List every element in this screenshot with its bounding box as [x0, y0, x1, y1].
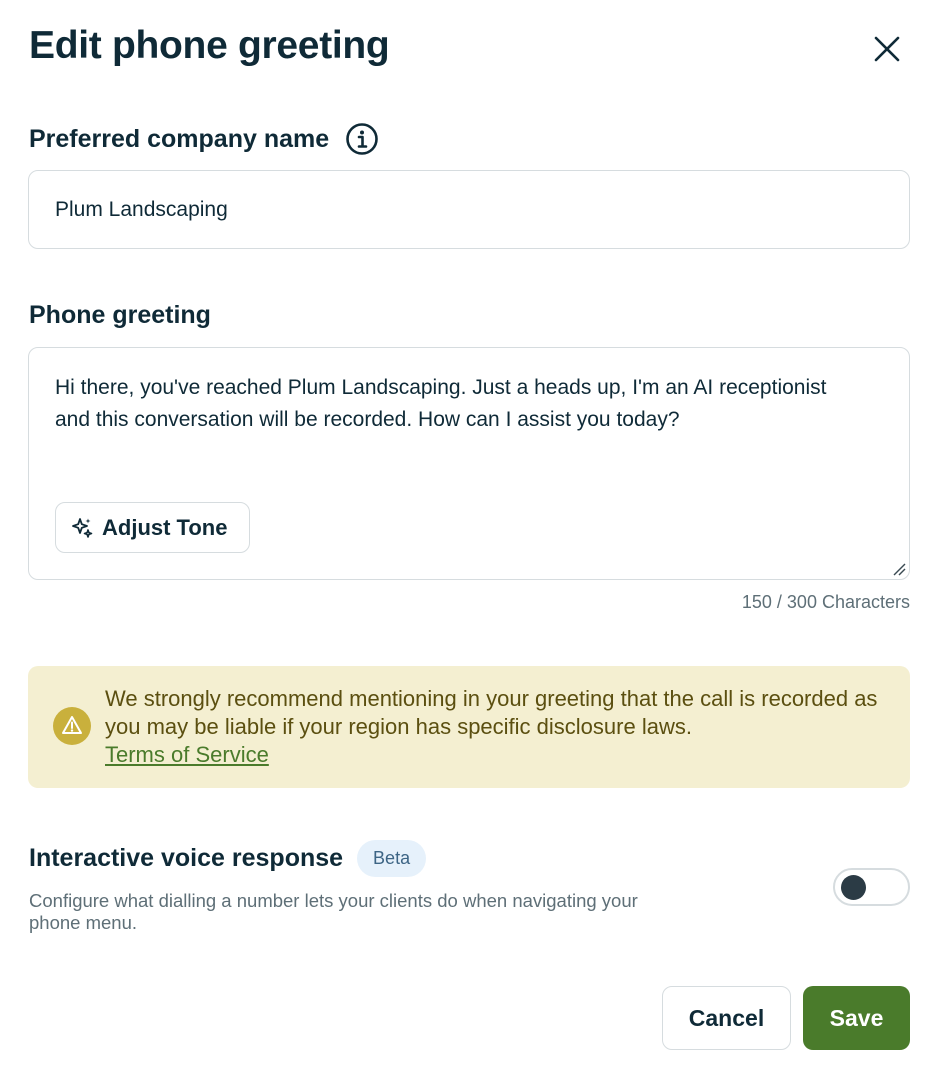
ivr-title-text: Interactive voice response	[29, 844, 344, 872]
company-name-label	[29, 122, 379, 156]
character-count: 150 / 300 Characters	[741, 592, 910, 612]
save-button[interactable]: Save	[803, 986, 910, 1050]
dialog-title: Edit phone greeting	[29, 24, 390, 67]
cancel-button[interactable]: Cancel	[662, 986, 791, 1050]
info-icon[interactable]	[345, 122, 379, 156]
terms-of-service-link[interactable]: Terms of Service	[105, 742, 269, 767]
warning-text: We strongly recommend mentioning in your greeting that the call is recorded as you may be liable if your region has specific disclosure laws.	[105, 686, 878, 739]
ivr-section-title	[29, 840, 426, 877]
ivr-description: Configure what dialling a number lets your clients do when navigating your phone menu.	[29, 890, 638, 933]
phone-greeting-text[interactable]: Hi there, you've reached Plum Landscaping. Just a heads up, I'm an AI receptionist and this conversation will be recorded. How can I assist you today?	[55, 376, 827, 431]
sparkle-icon	[70, 516, 94, 540]
close-button[interactable]	[866, 28, 908, 70]
adjust-tone-button[interactable]	[55, 502, 250, 553]
ivr-toggle[interactable]	[833, 868, 910, 906]
recording-disclosure-warning	[28, 666, 910, 788]
phone-greeting-textarea[interactable]	[28, 347, 910, 580]
toggle-knob	[841, 875, 866, 900]
warning-icon	[53, 707, 91, 745]
beta-badge: Beta	[357, 840, 426, 877]
phone-greeting-label: Phone greeting	[29, 301, 211, 329]
close-icon	[873, 35, 901, 63]
warning-message	[105, 685, 895, 769]
adjust-tone-label: Adjust Tone	[102, 514, 228, 540]
resize-handle-icon[interactable]	[892, 562, 906, 576]
company-name-input[interactable]: Plum Landscaping	[28, 170, 910, 249]
company-name-label-text: Preferred company name	[29, 124, 330, 153]
